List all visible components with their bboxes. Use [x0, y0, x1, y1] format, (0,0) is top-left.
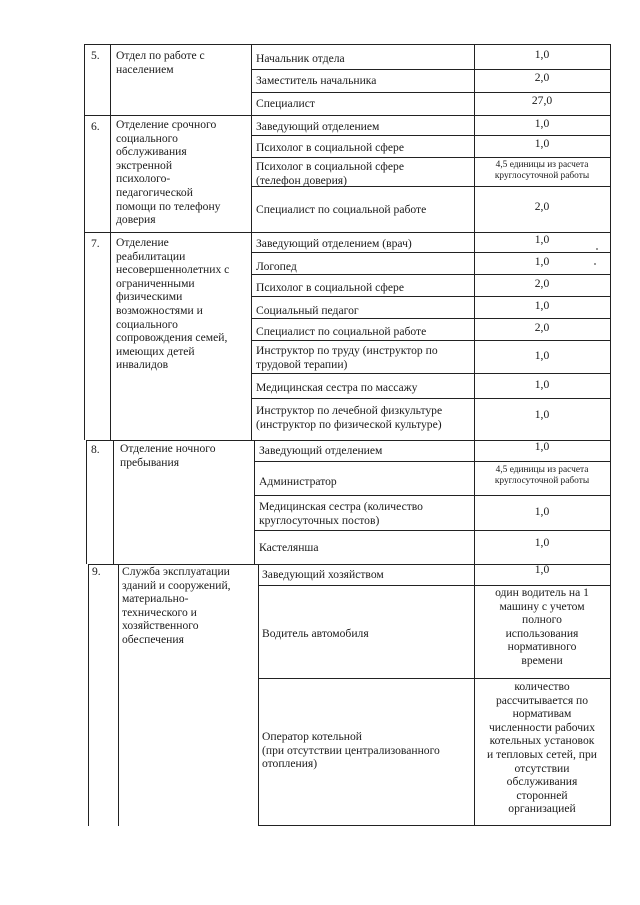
column-divider [254, 440, 255, 564]
column-divider [110, 44, 111, 440]
position-quantity: один водитель на 1 машину с учетом полного использования нормативного времени [495, 586, 589, 667]
position-name: Водитель автомобиля [262, 627, 369, 640]
position-name: Заместитель начальника [256, 74, 377, 87]
column-divider [113, 440, 114, 564]
position-quantity: 1,0 [534, 137, 550, 150]
position-name: Специалист по социальной работе [256, 203, 427, 216]
position-quantity: 2,0 [534, 71, 550, 84]
position-name: Кастелянша [259, 541, 319, 554]
position-name: Социальный педагог [256, 304, 359, 317]
subrow-separator [251, 135, 611, 136]
subrow-separator [251, 373, 611, 374]
subrow-separator [251, 274, 611, 275]
scan-speck [594, 263, 596, 265]
subrow-separator [254, 530, 611, 531]
subrow-separator [251, 69, 611, 70]
position-quantity: 2,0 [534, 321, 550, 334]
row-number: 9. [92, 565, 101, 578]
position-name: Заведующий отделением [259, 444, 383, 457]
position-quantity: 1,0 [534, 536, 550, 549]
position-quantity: 2,0 [534, 277, 550, 290]
position-quantity: 1,0 [534, 408, 550, 421]
row-number: 7. [91, 237, 100, 250]
position-quantity: 1,0 [534, 378, 550, 391]
column-divider [118, 564, 119, 826]
position-name: Специалист по социальной работе [256, 325, 427, 338]
position-quantity: 1,0 [534, 349, 550, 362]
department-name: Отделение срочного социального обслуживания экстренной психолого- педагогической помощи по телефону доверия [116, 118, 221, 227]
row-separator [84, 115, 611, 116]
position-name: Администратор [259, 475, 337, 488]
column-divider [258, 564, 259, 826]
subrow-separator [254, 461, 611, 462]
position-quantity: 1,0 [534, 117, 550, 130]
table-border-right [610, 44, 611, 826]
position-name: Логопед [256, 260, 297, 273]
subrow-separator [254, 495, 611, 496]
position-quantity: 4,5 единицы из расчета круглосуточной работы [494, 160, 590, 182]
department-name: Отдел по работе с населением [116, 49, 205, 76]
subrow-separator [258, 678, 611, 679]
position-name: Инструктор по лечебной физкультуре (инструктор по физической культуре) [256, 404, 443, 431]
position-quantity: 1,0 [534, 563, 550, 576]
position-name: Начальник отдела [256, 52, 345, 65]
subrow-separator [251, 318, 611, 319]
position-name: Психолог в социальной сфере (телефон доверия) [256, 160, 404, 187]
subrow-separator [251, 296, 611, 297]
position-quantity: 2,0 [534, 200, 550, 213]
subrow-separator [251, 252, 611, 253]
table-border-left [88, 564, 89, 826]
position-quantity: 4,5 единицы из расчета круглосуточной работы [494, 465, 590, 487]
position-name: Медицинская сестра по массажу [256, 381, 418, 394]
position-name: Медицинская сестра (количество круглосуточных постов) [259, 500, 423, 527]
department-name: Отделение ночного пребывания [120, 442, 216, 469]
table-border-bottom [258, 825, 611, 826]
position-name: Заведующий отделением [256, 120, 380, 133]
position-quantity: 27,0 [531, 94, 553, 107]
subrow-separator [251, 157, 611, 158]
position-name: Заведующий хозяйством [262, 568, 384, 581]
department-name: Отделение реабилитации несовершеннолетних с ограниченными физическими возможностями и социального сопровождения семей, имеющих детей инвалидов [116, 236, 230, 372]
row-number: 5. [91, 49, 100, 62]
position-name: Заведующий отделением (врач) [256, 237, 412, 250]
scan-speck [596, 248, 598, 250]
position-name: Психолог в социальной сфере [256, 141, 404, 154]
position-quantity: количество рассчитывается по нормативам численности рабочих котельных установок и тепловых сетей, при отсутствии обслуживания сторонней организацией [487, 680, 597, 816]
position-name: Специалист [256, 97, 315, 110]
position-name: Оператор котельной (при отсутствии централизованного отопления) [262, 730, 440, 771]
table-border-top [84, 44, 611, 45]
subrow-separator [251, 398, 611, 399]
column-divider [251, 44, 252, 440]
row-number: 8. [91, 443, 100, 456]
table-border-left [86, 440, 87, 564]
row-number: 6. [91, 120, 100, 133]
position-quantity: 1,0 [534, 505, 550, 518]
subrow-separator [251, 92, 611, 93]
table-border-left [84, 44, 85, 440]
position-name: Инструктор по труду (инструктор по трудовой терапии) [256, 344, 438, 371]
department-name: Служба эксплуатации зданий и сооружений, материально- технического и хозяйственного обеспечения [122, 565, 231, 646]
subrow-separator [251, 340, 611, 341]
position-quantity: 1,0 [534, 440, 550, 453]
position-quantity: 1,0 [534, 233, 550, 246]
position-quantity: 1,0 [534, 48, 550, 61]
position-quantity: 1,0 [534, 255, 550, 268]
position-quantity: 1,0 [534, 299, 550, 312]
position-name: Психолог в социальной сфере [256, 281, 404, 294]
